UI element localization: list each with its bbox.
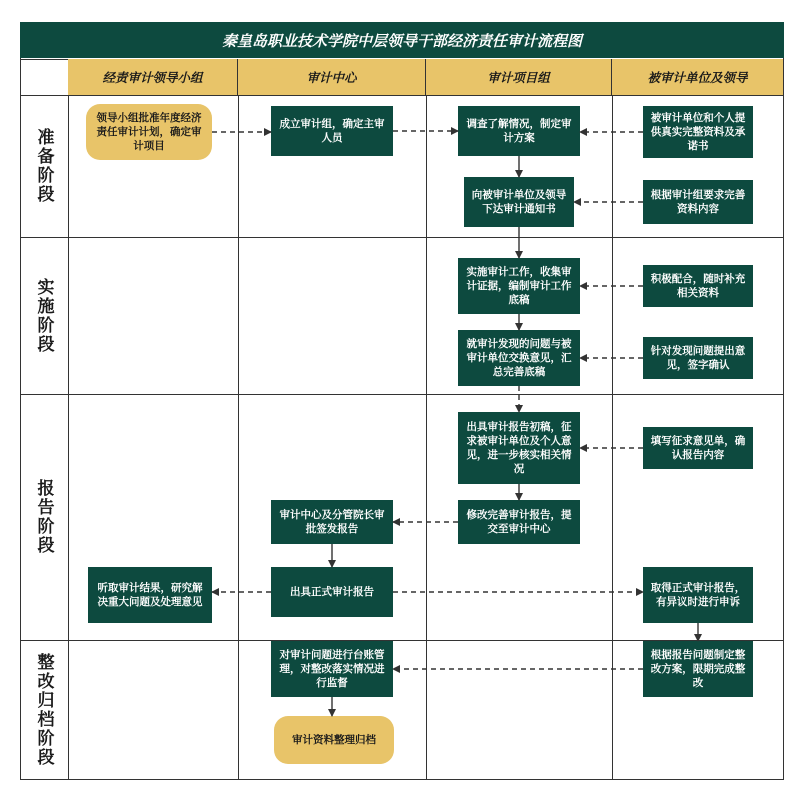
node-sign-confirm: 针对发现问题提出意见，签字确认	[643, 337, 753, 379]
node-supervise-rectification: 对审计问题进行台账管理，对整改落实情况进行监督	[271, 641, 393, 697]
column-header-team: 审计项目组	[426, 59, 612, 95]
node-revise-report: 修改完善审计报告，提交至审计中心	[458, 500, 580, 544]
node-audit-notice: 向被审计单位及领导下达审计通知书	[464, 177, 574, 227]
node-appeal: 取得正式审计报告，有异议时进行申诉	[643, 567, 753, 623]
node-hear-results: 听取审计结果，研究解决重大问题及处理意见	[88, 567, 212, 623]
node-audit-plan: 调查了解情况，制定审计方案	[458, 106, 580, 156]
node-formal-report: 出具正式审计报告	[271, 567, 393, 617]
node-provide-materials: 被审计单位和个人提供真实完整资料及承诺书	[643, 106, 753, 158]
stage-label-report: 报告阶段	[33, 479, 54, 555]
node-cooperate: 积极配合，随时补充相关资料	[643, 265, 753, 307]
column-header-leader: 经责审计领导小组	[68, 59, 238, 95]
node-form-audit-team: 成立审计组，确定主审人员	[271, 106, 393, 156]
chart-title: 秦皇岛职业技术学院中层领导干部经济责任审计流程图	[20, 22, 784, 58]
stage-label-impl: 实施阶段	[33, 277, 54, 354]
column-header-center: 审计中心	[238, 59, 426, 95]
node-exchange-opinions: 就审计发现的问题与被审计单位交换意见，汇总完善底稿	[458, 330, 580, 386]
node-archive: 审计资料整理归档	[274, 716, 394, 764]
node-rectification-plan: 根据报告问题制定整改方案，限期完成整改	[643, 641, 753, 697]
stage-label-prep: 准备阶段	[33, 128, 54, 204]
column-header-auditee: 被审计单位及领导	[612, 59, 784, 95]
node-implement-audit: 实施审计工作，收集审计证据，编制审计工作底稿	[458, 258, 580, 314]
node-draft-report: 出具审计报告初稿，征求被审计单位及个人意见，进一步核实相关情况	[458, 412, 580, 484]
stage-label-rectify: 整改归档阶段	[33, 653, 54, 767]
node-feedback-form: 填写征求意见单，确认报告内容	[643, 427, 753, 469]
node-annual-plan: 领导小组批准年度经济责任审计计划，确定审计项目	[86, 104, 212, 160]
node-complete-materials: 根据审计组要求完善资料内容	[643, 180, 753, 224]
node-approve-report: 审计中心及分管院长审批签发报告	[271, 500, 393, 544]
